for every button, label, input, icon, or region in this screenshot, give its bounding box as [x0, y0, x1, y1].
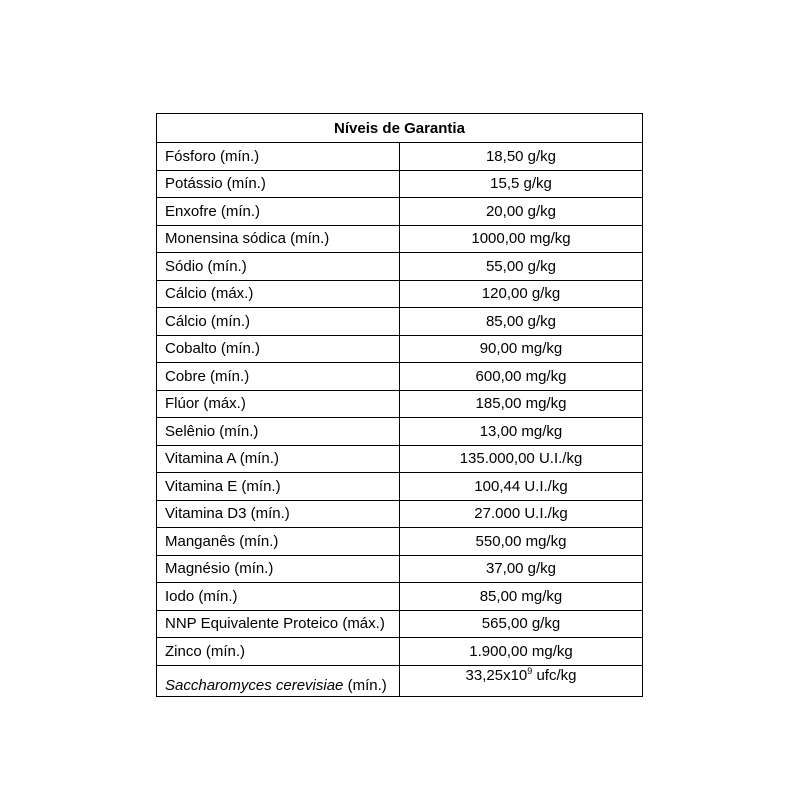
value-cell: 37,00 g/kg: [400, 555, 643, 583]
table-row: [157, 308, 643, 336]
nutrient-cell: NNP Equivalente Proteico (máx.): [157, 610, 400, 638]
value-cell: 1000,00 mg/kg: [400, 225, 643, 253]
guarantee-levels-table: [156, 113, 643, 697]
nutrient-cell: Magnésio (mín.): [157, 555, 400, 583]
table-row: [157, 555, 643, 583]
nutrient-cell: [157, 665, 400, 696]
table-row: [157, 198, 643, 226]
table-row: [157, 638, 643, 666]
value-cell: 550,00 mg/kg: [400, 528, 643, 556]
nutrient-cell: Fósforo (mín.): [157, 143, 400, 171]
guarantee-levels-table-container: [156, 113, 643, 697]
nutrient-cell: Vitamina E (mín.): [157, 473, 400, 501]
table-body: [157, 143, 643, 666]
table-row: [157, 335, 643, 363]
value-cell: 85,00 g/kg: [400, 308, 643, 336]
value-cell: 55,00 g/kg: [400, 253, 643, 281]
value-cell: 18,50 g/kg: [400, 143, 643, 171]
value-cell: 100,44 U.I./kg: [400, 473, 643, 501]
table-row: [157, 473, 643, 501]
nutrient-cell: Enxofre (mín.): [157, 198, 400, 226]
value-cell: 185,00 mg/kg: [400, 390, 643, 418]
value-cell: 20,00 g/kg: [400, 198, 643, 226]
table-row: [157, 170, 643, 198]
table-row: [157, 253, 643, 281]
table-row: [157, 143, 643, 171]
nutrient-cell: Cálcio (mín.): [157, 308, 400, 336]
table-row: [157, 445, 643, 473]
table-row: [157, 665, 643, 696]
value-cell: 15,5 g/kg: [400, 170, 643, 198]
value-base: 33,25x10: [465, 666, 528, 684]
table-row: [157, 500, 643, 528]
nutrient-name-suffix: (mín.): [343, 676, 387, 694]
value-cell: 13,00 mg/kg: [400, 418, 643, 446]
table-row: [157, 363, 643, 391]
value-cell: 90,00 mg/kg: [400, 335, 643, 363]
value-cell: 135.000,00 U.I./kg: [400, 445, 643, 473]
nutrient-cell: Cobre (mín.): [157, 363, 400, 391]
nutrient-cell: Sódio (mín.): [157, 253, 400, 281]
nutrient-cell: Potássio (mín.): [157, 170, 400, 198]
nutrient-cell: Iodo (mín.): [157, 583, 400, 611]
value-exponent: 9: [527, 665, 533, 676]
table-row: [157, 610, 643, 638]
nutrient-cell: Monensina sódica (mín.): [157, 225, 400, 253]
table-title: Níveis de Garantia: [157, 114, 643, 143]
table-row: [157, 418, 643, 446]
nutrient-name-italic: Saccharomyces cerevisiae: [165, 676, 344, 694]
nutrient-cell: Vitamina D3 (mín.): [157, 500, 400, 528]
nutrient-cell: Flúor (máx.): [157, 390, 400, 418]
table-row: [157, 225, 643, 253]
table-row: [157, 583, 643, 611]
table-row: [157, 280, 643, 308]
value-cell: 120,00 g/kg: [400, 280, 643, 308]
nutrient-cell: Manganês (mín.): [157, 528, 400, 556]
table-header-row: [157, 114, 643, 143]
table-row: [157, 528, 643, 556]
value-suffix: ufc/kg: [532, 666, 577, 684]
nutrient-cell: Cobalto (mín.): [157, 335, 400, 363]
nutrient-cell: Vitamina A (mín.): [157, 445, 400, 473]
nutrient-cell: Selênio (mín.): [157, 418, 400, 446]
table-row: [157, 390, 643, 418]
value-cell: 565,00 g/kg: [400, 610, 643, 638]
value-cell: 600,00 mg/kg: [400, 363, 643, 391]
value-cell: 27.000 U.I./kg: [400, 500, 643, 528]
nutrient-cell: Zinco (mín.): [157, 638, 400, 666]
nutrient-cell: Cálcio (máx.): [157, 280, 400, 308]
value-cell: [400, 665, 643, 696]
value-cell: 1.900,00 mg/kg: [400, 638, 643, 666]
value-cell: 85,00 mg/kg: [400, 583, 643, 611]
